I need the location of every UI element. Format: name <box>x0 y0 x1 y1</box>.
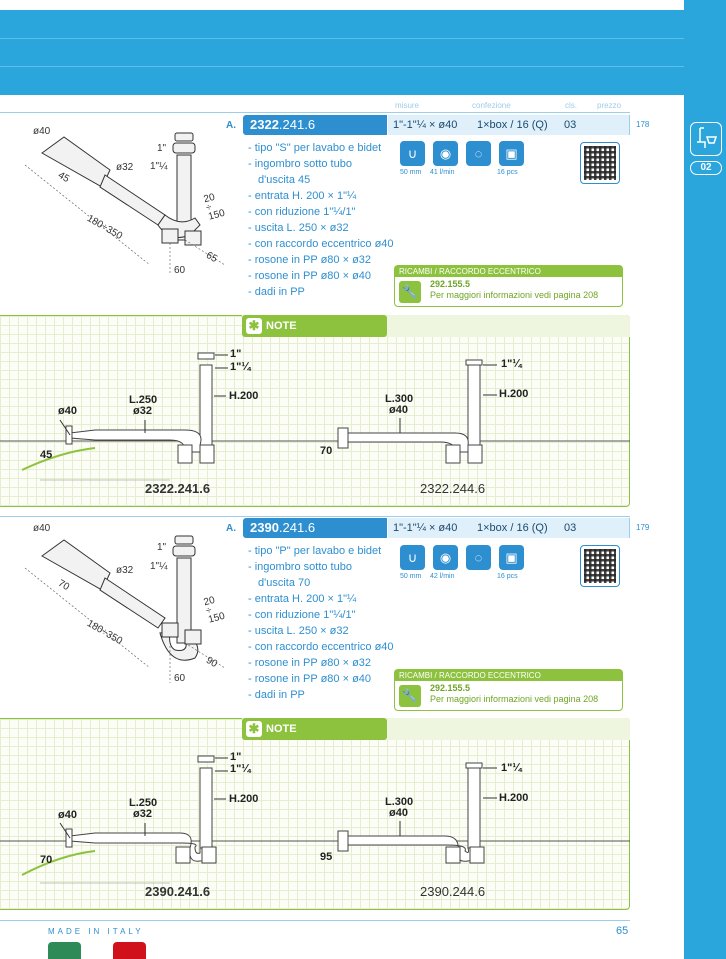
section-badge: 02 <box>690 161 722 175</box>
sketch-num: 70 <box>320 445 333 457</box>
sketch-d40: ø40 <box>58 809 77 821</box>
box-icon: ▣ <box>499 141 524 166</box>
sketch-in1: 1" <box>230 751 242 763</box>
page-number: 65 <box>616 925 629 937</box>
sketch-in114: 1"¼ <box>230 763 251 775</box>
icon-cap-b: 42 l/min <box>430 573 455 580</box>
flag-red <box>113 942 146 959</box>
drawing-len: 180÷350 <box>84 213 125 242</box>
drawing-l45: 70 <box>55 577 72 594</box>
cls: 03 <box>564 119 577 131</box>
asterisk-icon: ✱ <box>246 318 262 334</box>
sketch-h200: H.200 <box>229 793 259 805</box>
icon-cap-a: 50 mm <box>400 169 422 176</box>
drawing-l65: 65 <box>203 249 220 266</box>
drawing-len: 180÷350 <box>84 618 125 647</box>
note-label: ✱ NOTE <box>242 315 387 337</box>
made-in-italy: MADE IN ITALY <box>48 927 144 936</box>
feature-list: - tipo "P" per lavabo e bidet - ingombro sotto tubo d'uscita 70 - entrata H. 200 × 1"¼ - con riduzione 1"¼/1" - uscita L. 250 × ø32 - con raccordo eccentrico ø40 - rosone in PP ø80 × ø32 - rosone in PP ø80 × ø40 - dadi in PP <box>248 543 394 703</box>
drawing-h: 20 ÷ 150 <box>202 191 227 223</box>
wrench-icon: 🔧 <box>399 685 421 707</box>
icon-row <box>400 545 524 570</box>
qr-code-icon[interactable] <box>580 142 620 184</box>
sketch-code2: 2390.244.6 <box>420 884 486 899</box>
feature-list: - tipo "S" per lavabo e bidet - ingombro sotto tubo d'uscita 45 - entrata H. 200 × 1"¼ - con riduzione 1"¼/1" - uscita L. 250 × ø32 - con raccordo eccentrico ø40 - rosone in PP ø80 × ø32 - rosone in PP ø80 × ø40 - dadi in PP <box>248 140 394 300</box>
spec-bar <box>388 518 630 538</box>
spare-title: RICAMBI / RACCORDO ECCENTRICO <box>395 266 622 277</box>
drawing-in1: 1" <box>157 143 167 154</box>
sketch-l300: L.300 <box>385 393 414 405</box>
drawing-in114: 1"¼ <box>150 161 168 172</box>
product-drawing-2 <box>20 528 230 698</box>
flag-green <box>48 942 81 959</box>
spare-part-box <box>394 265 623 307</box>
qr-code-icon[interactable] <box>580 545 620 587</box>
drawing-d32: ø32 <box>116 565 134 576</box>
product-code: 2322.241.6 <box>243 115 387 135</box>
drawing-in1: 1" <box>157 542 167 553</box>
header-measure: misure <box>395 101 420 110</box>
sink-icon <box>690 122 722 156</box>
note-label: ✱ NOTE <box>242 718 387 740</box>
sketch-l250: L.250 <box>129 394 158 406</box>
header-price: prezzo <box>597 101 622 110</box>
flow-icon: ◉ <box>433 545 458 570</box>
box-icon: ▣ <box>499 545 524 570</box>
drawing-l60: 60 <box>174 265 186 276</box>
drawing-d40: ø40 <box>33 523 51 534</box>
sketch-code2: 2322.244.6 <box>420 481 486 496</box>
icon-row <box>400 141 524 166</box>
measure: 1"-1"¼ × ø40 <box>393 119 458 131</box>
header-band <box>0 10 684 95</box>
pack: 1×box / 16 (Q) <box>477 522 548 534</box>
pack: 1×box / 16 (Q) <box>477 119 548 131</box>
sketch-code: 2390.241.6 <box>145 884 211 899</box>
spare-title: RICAMBI / RACCORDO ECCENTRICO <box>395 670 622 681</box>
sketch-d32: ø32 <box>133 405 152 417</box>
sketch-in114: 1"¼ <box>230 361 251 373</box>
note-sketch-1 <box>0 340 630 510</box>
header-class: cls. <box>565 101 577 110</box>
sketch-in1: 1" <box>230 348 242 360</box>
spare-code: 292.155.5 <box>430 683 471 693</box>
sketch-angle: 70 <box>40 854 53 866</box>
drawing-l65: 90 <box>203 654 220 671</box>
sketch-in114b: 1"¼ <box>501 358 522 370</box>
icon-cap-b: 41 l/min <box>430 169 455 176</box>
sketch-l300: L.300 <box>385 796 414 808</box>
sketch-d40b: ø40 <box>389 404 408 416</box>
spare-info: Per maggiori informazioni vedi pagina 208 <box>430 290 599 300</box>
drawing-h: 20 ÷ 150 <box>202 594 227 626</box>
drawing-l60: 60 <box>174 673 186 684</box>
spare-info: Per maggiori informazioni vedi pagina 208 <box>430 694 599 704</box>
product-code: 2390.241.6 <box>243 518 387 538</box>
page-ref: 179 <box>636 523 650 532</box>
sketch-code: 2322.241.6 <box>145 481 211 496</box>
sketch-angle: 45 <box>40 449 53 461</box>
sketch-h200b: H.200 <box>499 388 529 400</box>
drawing-d32: ø32 <box>116 162 134 173</box>
siphon-icon: ∪ <box>400 545 425 570</box>
sketch-d32: ø32 <box>133 808 152 820</box>
sketch-num: 95 <box>320 851 333 863</box>
spec-bar <box>388 115 630 135</box>
flow-icon: ◉ <box>433 141 458 166</box>
asterisk-icon: ✱ <box>246 721 262 737</box>
drawing-in114: 1"¼ <box>150 561 168 572</box>
product-letter: A. <box>226 120 236 131</box>
sketch-l250: L.250 <box>129 797 158 809</box>
sketch-h200b: H.200 <box>499 792 529 804</box>
spare-part-box <box>394 669 623 711</box>
cls: 03 <box>564 522 577 534</box>
icon-cap-a: 50 mm <box>400 573 422 580</box>
product-letter: A. <box>226 523 236 534</box>
icon-cap-c: 16 pcs <box>497 573 518 580</box>
siphon-icon: ∪ <box>400 141 425 166</box>
note-sketch-2 <box>0 743 630 913</box>
product-drawing-1 <box>20 125 230 295</box>
sketch-h200: H.200 <box>229 390 259 402</box>
drawing-d40: ø40 <box>33 126 51 137</box>
icon-cap-c: 16 pcs <box>497 169 518 176</box>
sketch-d40: ø40 <box>58 405 77 417</box>
sketch-d40b: ø40 <box>389 807 408 819</box>
sketch-in114b: 1"¼ <box>501 762 522 774</box>
seal-icon: ◌ <box>466 545 491 570</box>
spare-code: 292.155.5 <box>430 279 471 289</box>
page-ref: 178 <box>636 120 650 129</box>
wrench-icon: 🔧 <box>399 281 421 303</box>
measure: 1"-1"¼ × ø40 <box>393 522 458 534</box>
header-pack: confezione <box>472 101 511 110</box>
drawing-l45: 45 <box>55 169 72 186</box>
seal-icon: ◌ <box>466 141 491 166</box>
